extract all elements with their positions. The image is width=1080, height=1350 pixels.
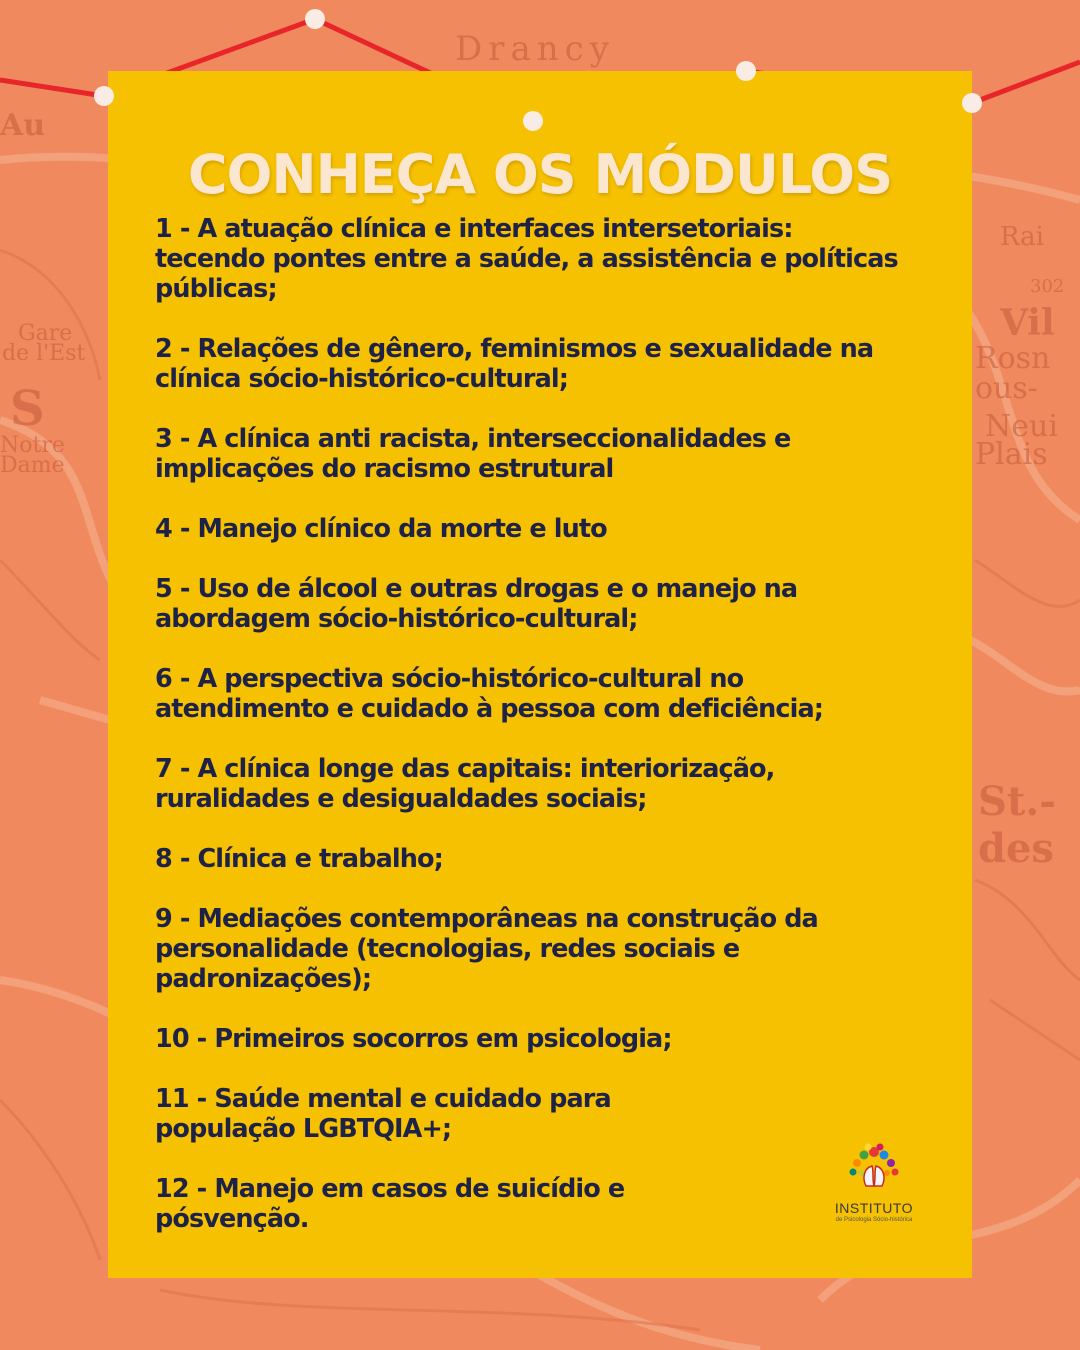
map-label: Plais [975, 437, 1048, 472]
timeline-dot [523, 111, 543, 131]
page-title: CONHEÇA OS MÓDULOS [187, 143, 893, 206]
timeline-dots [0, 0, 1080, 140]
map-label: 302 [1030, 276, 1065, 297]
logo-name: INSTITUTO [834, 1200, 914, 1216]
map-label: Au [0, 108, 46, 143]
map-label: des [978, 825, 1054, 872]
module-item-1: 1 - A atuação clínica e interfaces intersetoriais: tecendo pontes entre a saúde, a assistência e políticas públicas; [155, 214, 898, 304]
map-label: Neui [985, 409, 1058, 444]
hands-tree-icon [844, 1142, 904, 1192]
map-label: Rosn [975, 341, 1051, 376]
map-label: Notre [0, 433, 65, 458]
map-label: Vil [1000, 302, 1055, 344]
modules-list [155, 214, 915, 1264]
institute-logo [812, 1142, 936, 1234]
module-item-7: 7 - A clínica longe das capitais: interiorização, ruralidades e desigualdades sociais; [155, 754, 775, 814]
module-item-9: 9 - Mediações contemporâneas na construção da personalidade (tecnologias, redes sociais e padronizações); [155, 904, 818, 994]
map-label: de l'Est [2, 341, 86, 366]
map-label: Drancy [455, 29, 615, 69]
timeline-dot [94, 86, 114, 106]
timeline-dot [736, 61, 756, 81]
map-label: Gare [18, 321, 73, 346]
module-item-2: 2 - Relações de gênero, feminismos e sexualidade na clínica sócio-histórico-cultural; [155, 334, 874, 394]
module-item-10: 10 - Primeiros socorros em psicologia; [155, 1024, 672, 1054]
module-item-6: 6 - A perspectiva sócio-histórico-cultural no atendimento e cuidado à pessoa com deficiência; [155, 664, 824, 724]
map-label: ous- [975, 371, 1038, 406]
map-label: Dame [0, 453, 65, 478]
map-label: St.- [978, 778, 1056, 825]
timeline-dot [962, 93, 982, 113]
module-item-12: 12 - Manejo em casos de suicídio e pósvenção. [155, 1174, 625, 1234]
module-item-11: 11 - Saúde mental e cuidado para população LGBTQIA+; [155, 1084, 611, 1144]
module-item-5: 5 - Uso de álcool e outras drogas e o manejo na abordagem sócio-histórico-cultural; [155, 574, 798, 634]
module-item-4: 4 - Manejo clínico da morte e luto [155, 514, 607, 544]
logo-subtitle: de Psicologia Sócio-histórica [835, 1217, 913, 1223]
map-label: S [10, 381, 45, 437]
module-item-3: 3 - A clínica anti racista, interseccionalidades e implicações do racismo estrutural [155, 424, 791, 484]
map-label: Rai [1000, 222, 1044, 252]
timeline-dot [305, 9, 325, 29]
module-item-8: 8 - Clínica e trabalho; [155, 844, 443, 874]
